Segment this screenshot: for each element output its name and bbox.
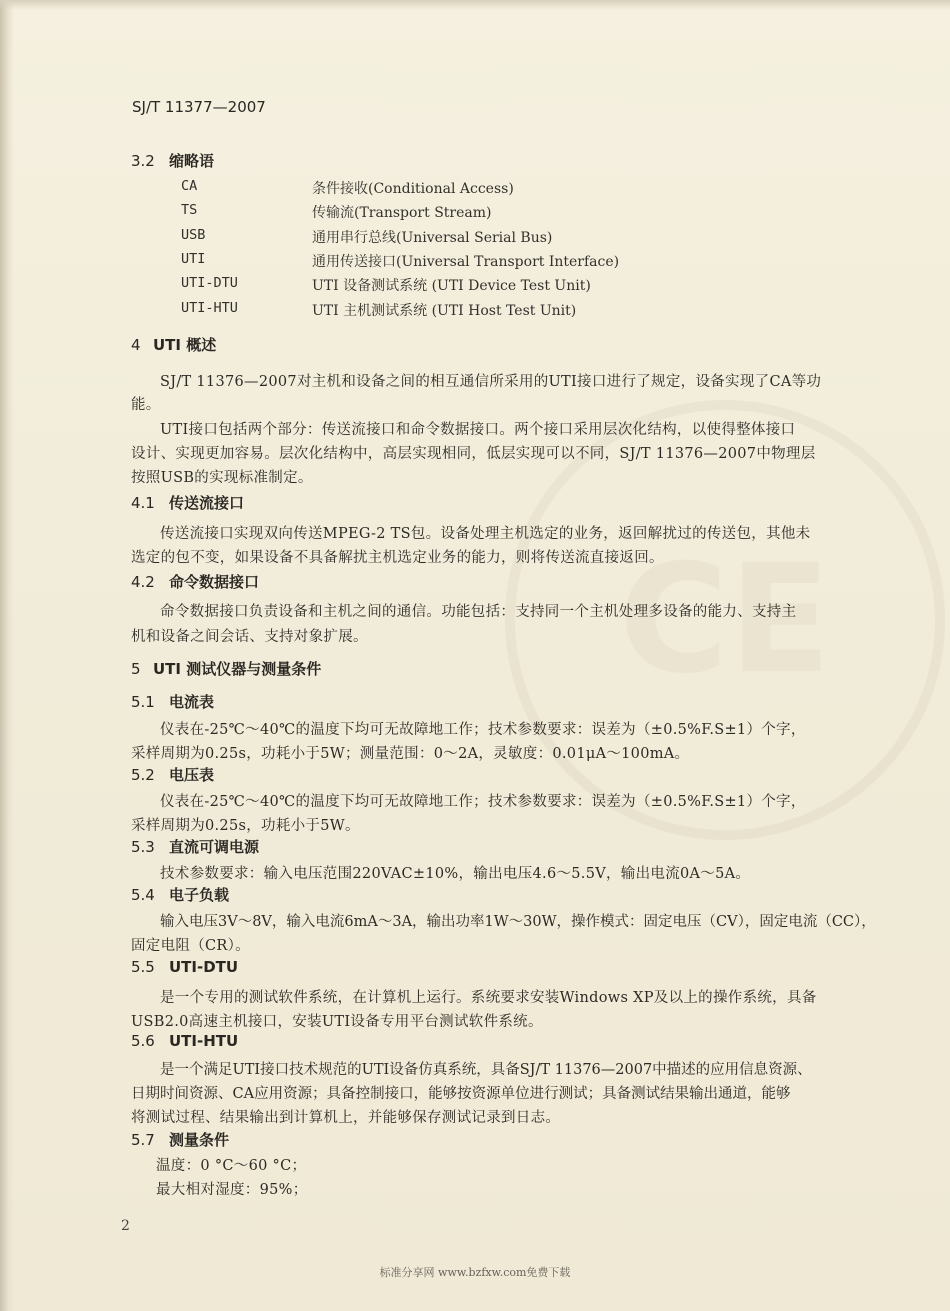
section-5-heading — [131, 658, 321, 679]
paragraph-line: 机和设备之间会话、支持对象扩展。 — [131, 629, 368, 645]
section-number: 5.3 — [131, 838, 155, 856]
section-number: 4.1 — [131, 494, 155, 512]
paragraph-line: 选定的包不变，如果设备不具备解扰主机选定业务的能力，则将传送流直接返回。 — [131, 550, 664, 566]
section-5-1-heading — [131, 691, 214, 712]
paragraph-line: 命令数据接口负责设备和主机之间的通信。功能包括：支持同一个主机处理多设备的能力、支持主 — [160, 604, 797, 620]
section-title: UTI-DTU — [169, 958, 239, 976]
paragraph-line: 采样周期为0.25s，功耗小于5W；测量范围：0～2A，灵敏度：0.01μA～100mA。 — [131, 746, 690, 762]
section-5-4-heading — [131, 884, 229, 905]
section-number: 5 — [131, 660, 141, 678]
paragraph-line: 采样周期为0.25s，功耗小于5W。 — [131, 818, 360, 834]
paragraph-line: 将测试过程、结果输出到计算机上，并能够保存测试记录到日志。 — [131, 1110, 561, 1126]
paragraph-line: 日期时间资源、CA应用资源；具备控制接口，能够按资源单位进行测试；具备测试结果输出通道，能够 — [131, 1086, 791, 1102]
section-number: 4.2 — [131, 573, 155, 591]
section-title: 直流可调电源 — [169, 838, 260, 856]
abbr-term: TS — [181, 202, 198, 218]
section-title: UTI 测试仪器与测量条件 — [153, 660, 322, 678]
section-title: 命令数据接口 — [169, 573, 260, 591]
section-number: 5.6 — [131, 1032, 155, 1050]
paragraph-line: SJ/T 11376—2007对主机和设备之间的相互通信所采用的UTI接口进行了规定，设备实现了CA等功 — [160, 374, 822, 390]
abbr-definition: 通用串行总线(Universal Serial Bus) — [312, 230, 553, 246]
section-title: 电子负载 — [169, 886, 230, 904]
paragraph-line: 能。 — [131, 397, 161, 413]
abbr-definition: UTI 设备测试系统 (UTI Device Test Unit) — [312, 278, 591, 294]
paragraph-line: 输入电压3V～8V，输入电流6mA～3A，输出功率1W～30W，操作模式：固定电压（CV），固定电流（CC）， — [160, 914, 876, 930]
paragraph-line: 仪表在-25℃～40℃的温度下均可无故障地工作；技术参数要求：误差为（±0.5%F.S±1）个字， — [160, 794, 806, 810]
paragraph-line: UTI接口包括两个部分：传送流接口和命令数据接口。两个接口采用层次化结构，以使得整体接口 — [160, 422, 796, 438]
section-title: 电压表 — [169, 766, 215, 784]
section-4-1-heading — [131, 492, 244, 513]
section-4-2-heading — [131, 571, 259, 592]
scan-edge-top — [0, 0, 950, 10]
paragraph-line: 按照USB的实现标准制定。 — [131, 470, 313, 486]
abbr-term: UTI-HTU — [181, 300, 238, 316]
abbr-definition: 通用传送接口(Universal Transport Interface) — [312, 254, 620, 270]
section-number: 4 — [131, 336, 141, 354]
section-3-2-heading — [131, 150, 214, 171]
section-5-7-heading — [131, 1129, 229, 1150]
section-number: 5.7 — [131, 1131, 155, 1149]
abbr-term: USB — [181, 227, 206, 243]
paragraph-line: 仪表在-25℃～40℃的温度下均可无故障地工作；技术参数要求：误差为（±0.5%F.S±1）个字， — [160, 722, 806, 738]
standard-code-header: SJ/T 11377—2007 — [132, 98, 266, 116]
section-number: 5.1 — [131, 693, 155, 711]
scan-edge-left — [0, 0, 14, 1311]
watermark-seal: CE — [505, 400, 945, 840]
section-number: 5.4 — [131, 886, 155, 904]
section-title: 缩略语 — [169, 152, 215, 170]
section-number: 3.2 — [131, 152, 155, 170]
source-note: 标准分享网 www.bzfxw.com免费下载 — [379, 1266, 571, 1279]
paragraph-line: 是一个专用的测试软件系统，在计算机上运行。系统要求安装Windows XP及以上的操作系统，具备 — [160, 990, 817, 1006]
paragraph-line: 是一个满足UTI接口技术规范的UTI设备仿真系统，具备SJ/T 11376—2007中描述的应用信息资源、 — [160, 1062, 812, 1078]
paragraph-line: 固定电阻（CR）。 — [131, 938, 250, 954]
section-number: 5.5 — [131, 958, 155, 976]
section-5-6-heading — [131, 1032, 238, 1050]
paragraph-line: 传送流接口实现双向传送MPEG-2 TS包。设备处理主机选定的业务，返回解扰过的传送包，其他未 — [160, 526, 811, 542]
paragraph-line: USB2.0高速主机接口，安装UTI设备专用平台测试软件系统。 — [131, 1014, 543, 1030]
section-5-5-heading — [131, 958, 238, 976]
abbr-term: UTI-DTU — [181, 275, 238, 291]
abbr-term: CA — [181, 178, 198, 194]
section-title: 测量条件 — [169, 1131, 230, 1149]
section-title: 传送流接口 — [169, 494, 245, 512]
paragraph-line: 设计、实现更加容易。层次化结构中，高层实现相同，低层实现可以不同，SJ/T 11376—2007中物理层 — [131, 446, 816, 462]
abbr-definition: 传输流(Transport Stream) — [312, 205, 492, 221]
abbr-term: UTI — [181, 251, 206, 267]
section-title: UTI-HTU — [169, 1032, 239, 1050]
section-title: UTI 概述 — [153, 336, 217, 354]
abbr-definition: 条件接收(Conditional Access) — [312, 181, 514, 197]
section-4-heading — [131, 334, 216, 355]
section-5-2-heading — [131, 764, 214, 785]
page-number: 2 — [121, 1218, 130, 1234]
paragraph-line: 最大相对湿度：95%； — [156, 1182, 308, 1198]
section-5-3-heading — [131, 836, 259, 857]
abbr-definition: UTI 主机测试系统 (UTI Host Test Unit) — [312, 303, 577, 319]
section-number: 5.2 — [131, 766, 155, 784]
paragraph-line: 技术参数要求：输入电压范围220VAC±10%，输出电压4.6～5.5V，输出电流0A～5A。 — [160, 866, 751, 882]
paragraph-line: 温度：0 °C～60 °C； — [156, 1158, 307, 1174]
section-title: 电流表 — [169, 693, 215, 711]
